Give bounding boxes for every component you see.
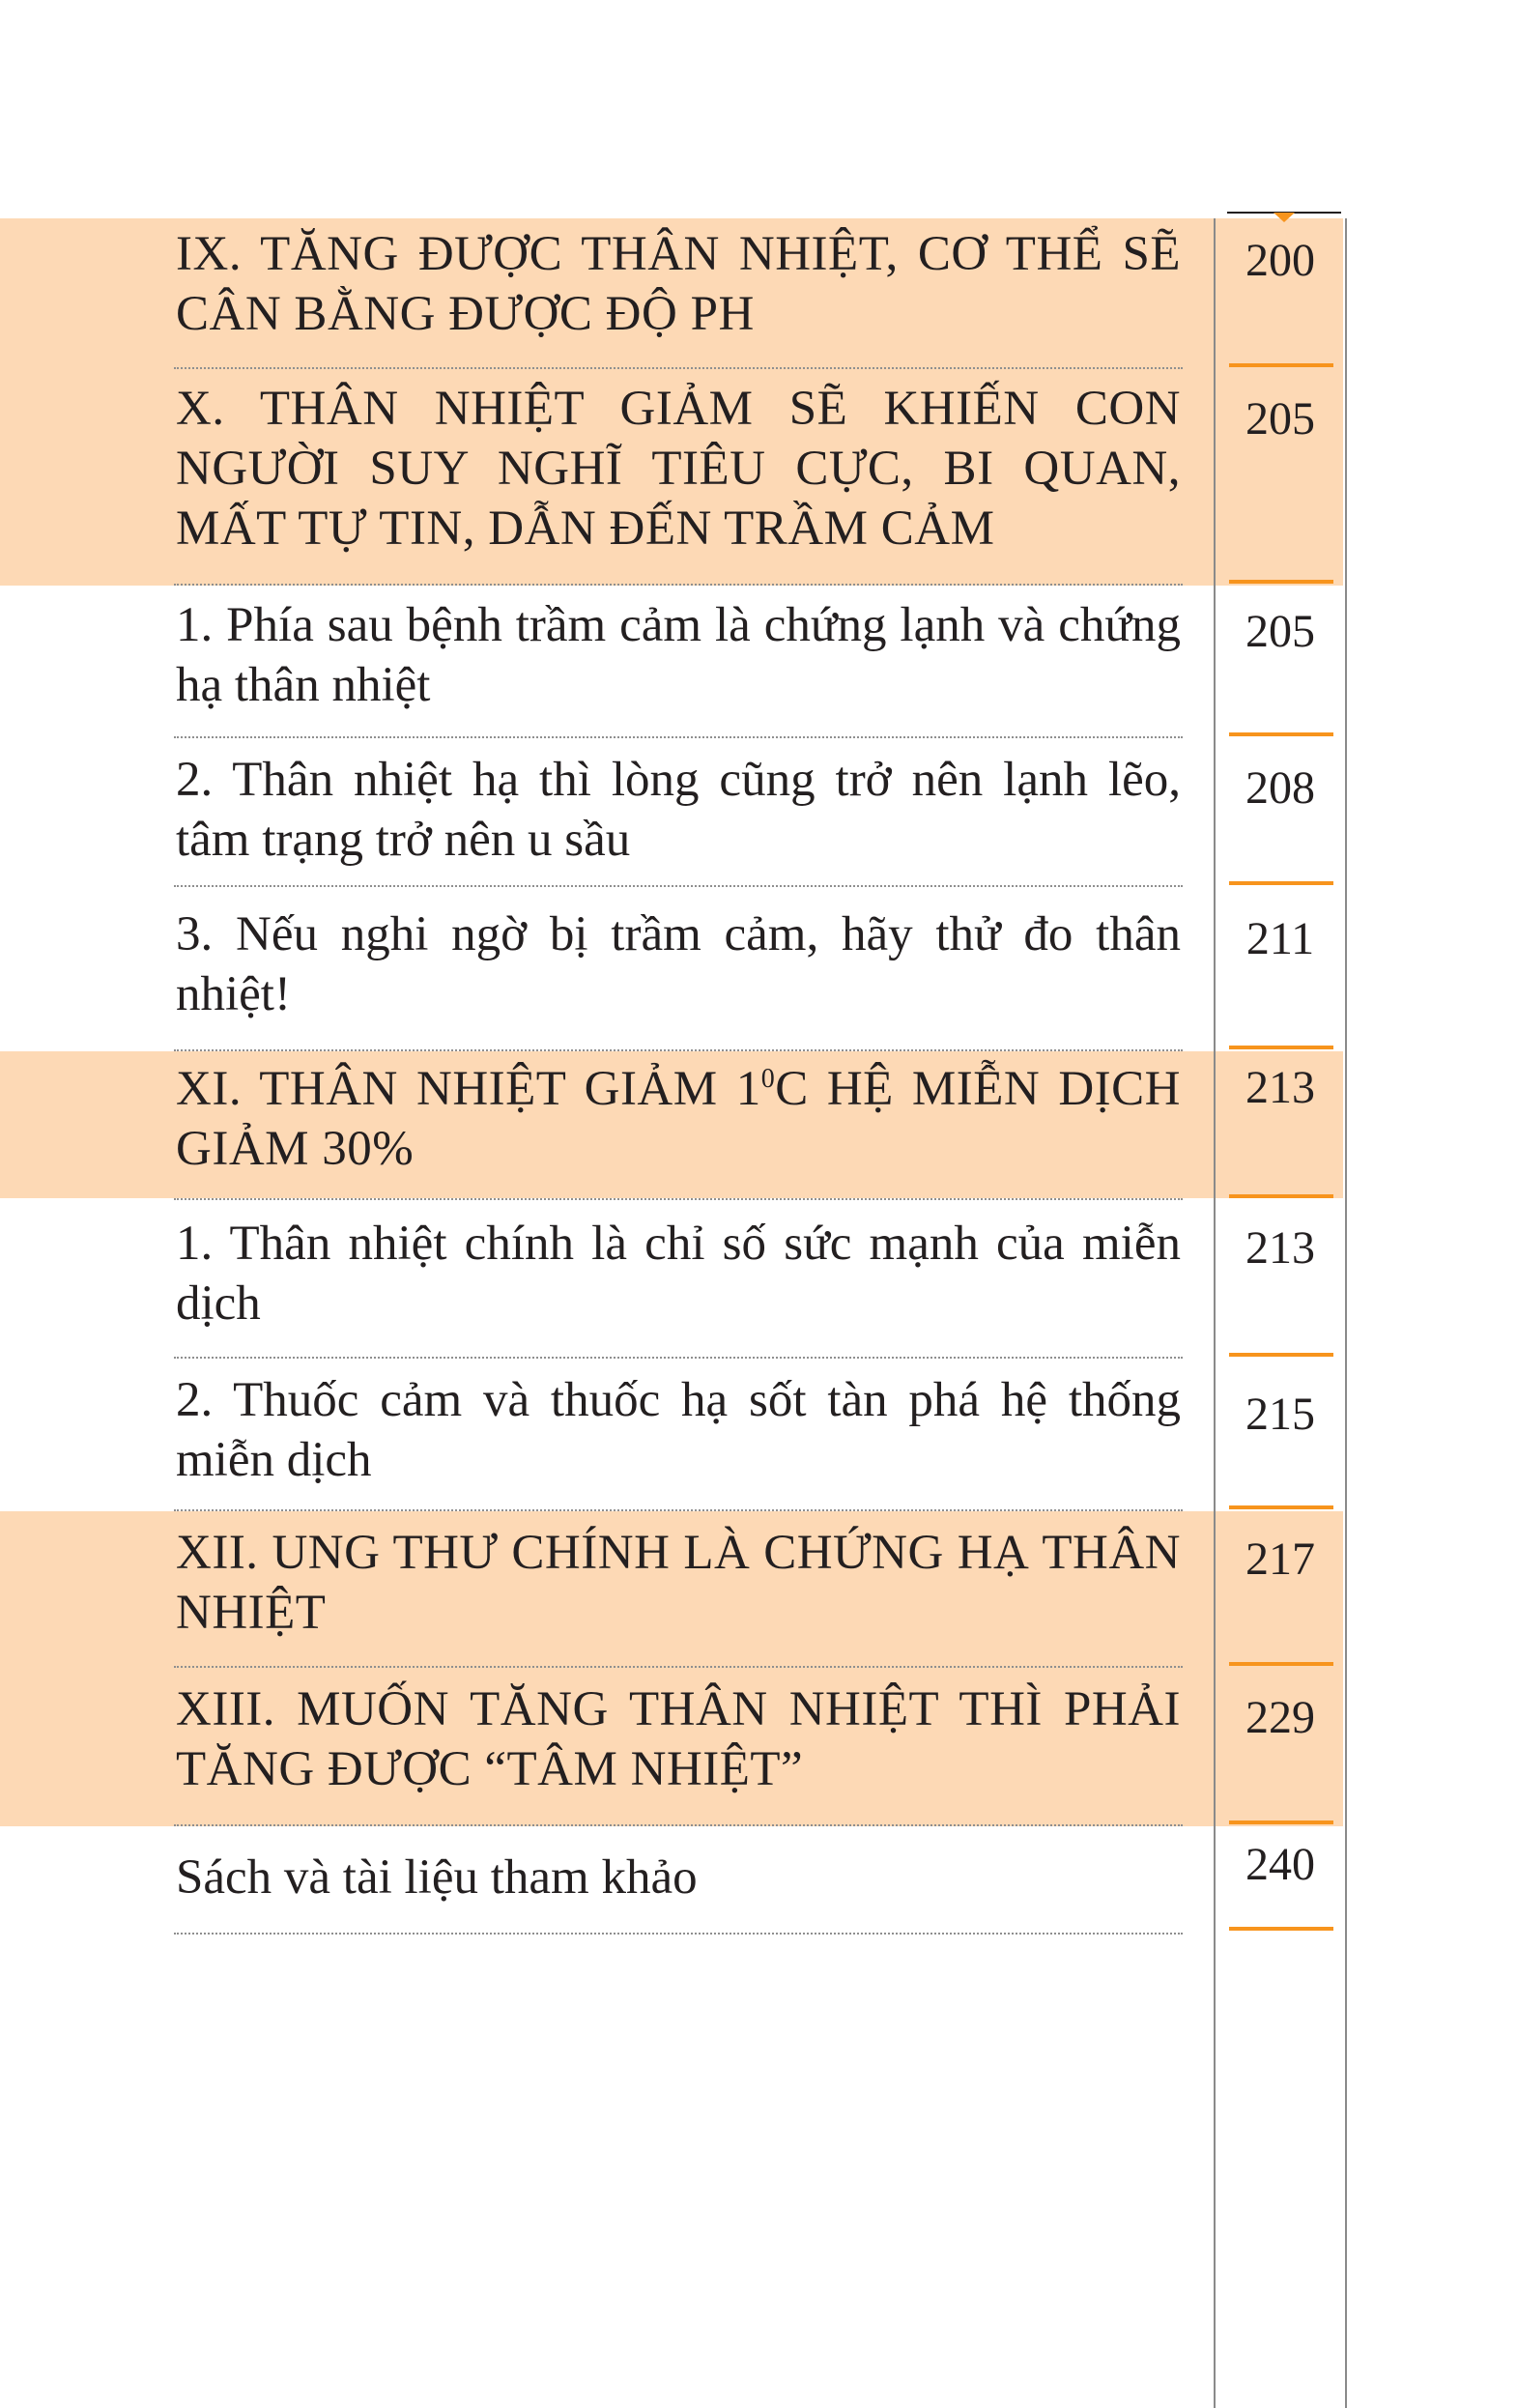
toc-entry-page[interactable]: 200	[1245, 235, 1315, 286]
toc-entry-page[interactable]: 217	[1245, 1534, 1315, 1585]
page-separator-dash	[1229, 1353, 1333, 1357]
toc-entry-page[interactable]: 240	[1245, 1839, 1315, 1890]
dotted-separator	[174, 367, 1183, 369]
toc-entry-page[interactable]: 213	[1245, 1222, 1315, 1274]
dotted-separator	[174, 736, 1183, 738]
toc-entry-title[interactable]: 1. Thân nhiệt chính là chỉ số sức mạnh của miễn dịch	[176, 1217, 1181, 1331]
page-separator-dash	[1229, 363, 1333, 367]
dotted-separator	[174, 1509, 1183, 1511]
toc-entry-page[interactable]: 205	[1245, 606, 1315, 657]
dotted-separator	[174, 1824, 1183, 1826]
toc-entry-title[interactable]: Sách và tài liệu tham khảo	[176, 1850, 698, 1905]
toc-entry-page[interactable]: 208	[1245, 762, 1315, 814]
toc-entry-title[interactable]: 2. Thuốc cảm và thuốc hạ sốt tàn phá hệ thống miễn dịch	[176, 1373, 1181, 1487]
toc-entry-title-part: C HỆ MIỄN DỊCH GIẢM 30%	[176, 1062, 1181, 1176]
page-separator-dash	[1229, 1046, 1333, 1049]
dotted-separator	[174, 584, 1183, 586]
toc-entry-title[interactable]: 3. Nếu nghi ngờ bị trầm cảm, hãy thử đo thân nhiệt!	[176, 907, 1181, 1021]
page-separator-dash	[1229, 1927, 1333, 1931]
toc-entry-page[interactable]: 211	[1245, 913, 1315, 964]
toc-entry-title[interactable]	[176, 1059, 1181, 1179]
page-separator-dash	[1229, 881, 1333, 885]
dotted-separator	[174, 1049, 1183, 1051]
dotted-separator	[174, 1666, 1183, 1668]
dotted-separator	[174, 1198, 1183, 1200]
dotted-separator	[174, 1933, 1183, 1935]
top-marker-chevron-icon	[1227, 211, 1341, 222]
toc-entry-page[interactable]: 229	[1245, 1692, 1315, 1743]
page-separator-dash	[1229, 1194, 1333, 1198]
toc-entry-title[interactable]: 2. Thân nhiệt hạ thì lòng cũng trở nên lạnh lẽo, tâm trạng trở nên u sầu	[176, 753, 1181, 867]
toc-entry-title[interactable]: 1. Phía sau bệnh trầm cảm là chứng lạnh và chứng hạ thân nhiệt	[176, 598, 1181, 712]
page-separator-dash	[1229, 580, 1333, 584]
dotted-separator	[174, 1357, 1183, 1359]
page-separator-dash	[1229, 1820, 1333, 1824]
page-column-right-rule	[1345, 218, 1347, 2408]
toc-entry-title[interactable]: XII. UNG THƯ CHÍNH LÀ CHỨNG HẠ THÂN NHIỆT	[176, 1526, 1181, 1640]
page-separator-dash	[1229, 1505, 1333, 1509]
dotted-separator	[174, 885, 1183, 887]
page-separator-dash	[1229, 732, 1333, 736]
toc-entry-page[interactable]: 205	[1245, 393, 1315, 444]
toc-entry-page[interactable]: 213	[1245, 1062, 1315, 1113]
toc-entry-title-part: XI. THÂN NHIỆT GIẢM 1	[176, 1062, 761, 1116]
superscript-degree: 0	[760, 1064, 776, 1094]
page-column-left-rule	[1214, 218, 1216, 2408]
toc-entry-title[interactable]: IX. TĂNG ĐƯỢC THÂN NHIỆT, CƠ THỂ SẼ CÂN BẰNG ĐƯỢC ĐỘ PH	[176, 227, 1181, 341]
toc-entry-title[interactable]: XIII. MUỐN TĂNG THÂN NHIỆT THÌ PHẢI TĂNG ĐƯỢC “TÂM NHIỆT”	[176, 1682, 1181, 1796]
toc-entry-page[interactable]: 215	[1245, 1389, 1315, 1440]
toc-entry-title[interactable]: X. THÂN NHIỆT GIẢM SẼ KHIẾN CON NGƯỜI SUY NGHĨ TIÊU CỰC, BI QUAN, MẤT TỰ TIN, DẪN ĐẾN TRẦM CẢM	[176, 382, 1181, 556]
page-separator-dash	[1229, 1662, 1333, 1666]
